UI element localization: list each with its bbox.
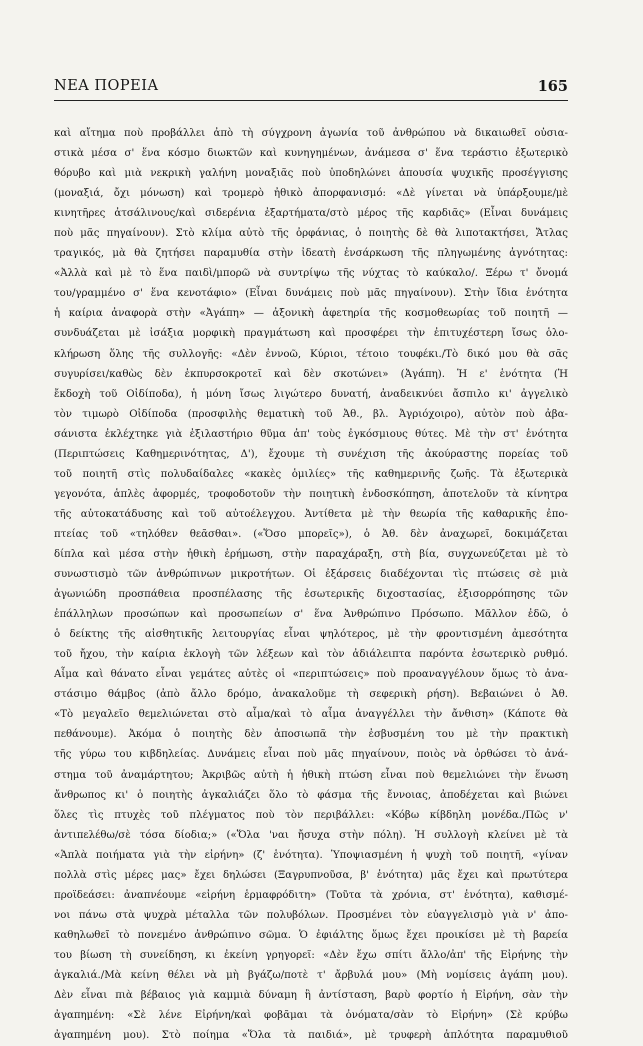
text-line: ἐπάλληλων προσώπων καὶ προσωπείων σ' ἕνα Ἀνθρώπινο Πρόσωπο. Μᾶλλον ἐδῶ, ὁ (54, 609, 568, 621)
text-line: ἀντιπελέθω/σὲ τόσα δίοδια;» («Ὅλα 'ναι ἤσυχα στὴν πόλη). Ἡ συλλογὴ κλείνει μὲ τὰ (54, 829, 568, 841)
text-line: ἀγαπημένη μου). Στὸ ποίημα «Ὅλα τὰ παιδιά», μὲ τρυφερὴ ἁπλότητα παραμυθιοῦ (54, 1030, 568, 1042)
text-line: ἄνθρωπος κι' ὁ ποιητὴς ἀγκαλιάζει ὅλο τὸ φάσμα τῆς ἔννοιας, ἀποδέχεται καὶ βιώνει (54, 789, 568, 801)
text-line: τοῦ ἤχου, τὴν καίρια ἐκλογὴ τῶν λέξεων καὶ τὸν ἀδιάλειπτα παρόντα ἐσωτερικὸ ρυθμό. (54, 649, 568, 661)
text-line: ἀγωνιώδη προσπάθεια προσπέλασης τῆς ἐσωτερικῆς διχοστασίας, ἐξισορρόπησης τῶν (54, 589, 568, 601)
text-line: τῆς γύρω του κιβδηλείας. Δυνάμεις εἶναι ποὺ μᾶς πηγαίνουν, ποιὸς νὰ ὀρθώσει τὸ ἀνά- (54, 749, 568, 761)
text-line: καθηλωθεῖ τὸ πονεμένο ἀνθρώπινο σῶμα. Ὁ ἐφιάλτης ὅμως ἔχει προικίσει μὲ τὴ βαρεία (54, 929, 568, 941)
text-line: ὁ δείκτης τῆς αἰσθητικῆς λειτουργίας εἶναι ψηλότερος, μὲ τὴν φροντισμένη ἀμεσότητα (54, 629, 568, 641)
text-line: τοῦ ποιητῆ στὶς πολυδαίδαλες «κακὲς ὁμιλίες» τῆς καθημερινῆς ζωῆς. Τὰ ἐξωτερικὰ (54, 468, 568, 480)
text-line: τῆς αὐτοκατάδυσης καὶ τοῦ αὐτοέλεγχου. Ἀντίθετα μὲ τὴν θεωρία τῆς καθαρικῆς ἐπο- (54, 508, 568, 520)
text-line: (Περιπτώσεις Καθημερινότητας, Δ'), ἔχουμε τὴ συνέχιση τῆς ἀκούραστης πορείας τοῦ (54, 448, 568, 460)
text-line: θόρυβο καὶ μιὰ νεκρικὴ γαλήνη μοναξιᾶς ποὺ ὑποδηλώνει ἀπουσία ψυχικῆς προσέγγισης (54, 168, 568, 180)
text-line: τραγικός, μὰ θὰ ζητήσει παραμυθία στὴν ἰδεατὴ ἐνσάρκωση τῆς πληγωμένης ἀγνότητας: (54, 248, 568, 260)
text-line: Δὲν εἶναι πιὰ βέβαιος γιὰ καμμιὰ δύναμη ἢ ἀντίσταση, βαρὺ φορτίο ἡ Εἰρήνη, σὰν τὴν (54, 990, 568, 1002)
text-line: δίπλα καὶ μέσα στὴν ἠθικὴ ἐρήμωση, στὴν παραχάραξη, στὴ βία, συγχωνεύζεται μὲ τὸ (54, 548, 568, 560)
text-line: «Ἀλλὰ καὶ μὲ τὸ ἕνα παιδὶ/μπορῶ νὰ συντρίψω τῆς νύχτας τὸ καύκαλο/. Ξέρω τ' ὄνομά (54, 268, 568, 280)
text-line: σάνιστα ἐκλέχτηκε γιὰ ἐξιλαστήριο θῦμα ἀπ' τοὺς ἐγκόσμιους θύτες. Μὲ τὴν στ' ἑνότητα (54, 428, 568, 440)
text-line: κλήρωση ὅλης τῆς συλλογῆς: «Δὲν ἐννοῶ, Κύριοι, τέτοιο τουφέκι./Τὸ δικό μου θὰ σᾶς (54, 348, 568, 360)
text-line: ἀγαπημένη: «Σὲ λένε Εἰρήνη/καὶ φοβᾶμαι τὰ ὀνόματα/σὰν τὸ Εἰρήνη» (Σὲ κρύβω (54, 1010, 568, 1022)
text-line: προϊδεάσει: ἀναπνέουμε «εἰρήνη ἑρμαφρόδιτη» (Τοῦτα τὰ χρόνια, στ' ἑνότητα), καθισμέ- (54, 889, 568, 901)
text-line: πολλὰ στὶς μέρες μας» ἔχει δηλώσει (Ξαγρυπνοῦσα, β' ἑνότητα) μᾶς ἔχει καὶ πρωτύτερα (54, 869, 568, 881)
article-body (54, 124, 568, 1046)
text-line: συνωστισμὸ τῶν ἀνθρώπινων μικροτήτων. Οἱ ἐξάρσεις διαδέχονται τὶς πτώσεις σὲ μιὰ (54, 569, 568, 581)
running-header (54, 76, 568, 101)
text-line: του/γραμμένο σ' ἕνα κενοτάφιο» (Εἶναι δυνάμεις ποὺ μᾶς πηγαίνουν). Στὴν ἴδια ἑνότητα (54, 288, 568, 300)
page-number: 165 (537, 78, 568, 95)
text-line: Αἷμα καὶ θάνατο εἶναι γεμάτες αὐτὲς οἱ «περιπτώσεις» ποὺ προαναγγέλουν ὅμως τὸ ἀνα- (54, 669, 568, 681)
text-line: ὅλες τὶς πτυχὲς τοῦ πλέγματος ποὺ τὸν περιβάλλει: «Κόβω κίβδηλη μονέδα./Πῶς ν' (54, 809, 568, 821)
text-line: στάσιμο θάμβος (ἀπὸ ἄλλο δρόμο, ἀνακαλοῦμε τὴ σεφερικὴ ρήση). Βεβαιώνει ὁ Ἀθ. (54, 689, 568, 701)
text-line: στικὰ μέσα σ' ἕνα κόσμο διωκτῶν καὶ κυνηγημένων, ἀνάμεσα σ' ἕνα τεράστιο ἐξωτερικὸ (54, 148, 568, 160)
text-line: «Ἁπλὰ ποιήματα γιὰ τὴν εἰρήνη» (ζ' ἑνότητα). Ὑποψιασμένη ἡ ψυχὴ τοῦ ποιητῆ, «γίναν (54, 849, 568, 861)
journal-title: ΝΕΑ ΠΟΡΕΙΑ (54, 78, 159, 94)
text-line: πτείας τοῦ «τηλόθεν θεᾶσθαι». («Ὅσο μπορεῖς»), ὁ Ἀθ. δὲν ἀναχωρεῖ, δοκιμάζεται (54, 528, 568, 540)
text-line: στημα τοῦ ἀναμάρτητου; Ἀκριβῶς αὐτὴ ἡ ἠθικὴ πτώση εἶναι ποὺ θεμελιώνει τὴν ἕνωση (54, 769, 568, 781)
text-line: γεγονότα, ἁπλὲς ἀφορμές, τροφοδοτοῦν τὴν ποιητικὴ ἐνδοσκόπηση, ἀποτελοῦν τὰ κίνητρα (54, 488, 568, 500)
text-line: ποὺ μᾶς πηγαίνουν). Στὸ κλίμα αὐτὸ τῆς ὀρφάνιας, ὁ ποιητὴς δὲ θὰ λιποτακτήσει, Ἄτλας (54, 228, 568, 240)
text-line: ἔκδοχὴ τοῦ Οἰδίποδα), ἡ μόνη ἴσως λιγώτερο δυνατή, ἀναδεικνύει ἄσπιλο κι' ἀγγελικὸ (54, 388, 568, 400)
text-line: (μοναξιά, ὄχι μόνωση) καὶ τρομερὸ ἠθικὸ ἀπορφανισμό: «Δὲ γίνεται νὰ ὑπάρξουμε/μὲ (54, 188, 568, 200)
text-line: τὸν τιμωρὸ Οἰδίποδα (προσφιλὴς θεματικὴ τοῦ Ἀθ., βλ. Ἀγριόχοιρο), αὐτὸν ποὺ ἀβα- (54, 408, 568, 420)
text-line: «Τὸ μεγαλεῖο θεμελιώνεται στὸ αἷμα/καὶ τὸ αἷμα ἀναγγέλλει τὴν ἄνθιση» (Κάποτε θὰ (54, 709, 568, 721)
text-line: καὶ αἴτημα ποὺ προβάλλει ἀπὸ τὴ σύγχρονη ἀγωνία τοῦ ἀνθρώπου νὰ δικαιωθεῖ οὐσια- (54, 128, 568, 139)
text-line: συγυρίσει/καθὼς δὲν ἐκπυρσοκροτεῖ καὶ δὲν σκοτώνει» (Ἀγάπη). Ἡ ε' ἑνότητα (Ἡ (54, 368, 568, 380)
text-line: ἀγκαλιά./Μὰ κείνη θέλει νὰ μὴ βγάζω/ποτὲ τ' ἄρβυλά μου» (Μὴ νομίσεις ἀγάπη μου). (54, 969, 568, 981)
text-line: κινητῆρες ἀτσάλινους/καὶ σιδερένια ἐξαρτήματα/στὸ μέρος τῆς καρδιᾶς» (Εἶναι δυνάμεις (54, 208, 568, 220)
text-line: του βίωση τὴ συνείδηση, κι ἐκείνη γρηγορεῖ: «Δὲν ἔχω σπίτι ἄλλο/ἀπ' τῆς Εἰρήνης τὴν (54, 949, 568, 961)
text-line: ἡ καίρια ἀναφορὰ στὴν «Ἀγάπη» — ἀξονικὴ ἀφετηρία τῆς κοσμοθεωρίας τοῦ ποιητῆ — (54, 308, 568, 320)
text-line: νοι πάνω στὰ ψυχρὰ μέταλλα τῶν πολυβόλων. Προσμένει τὸν εὐαγγελισμὸ γιὰ ν' ἀπο- (54, 909, 568, 921)
text-line: συνδυάζεται μὲ ἰσάξια μορφικὴ πραγμάτωση καὶ προσφέρει τὴν ἐπιτυχέστερη ἴσως ὁλο- (54, 328, 568, 340)
text-line: πεθάνουμε). Ἀκόμα ὁ ποιητὴς δὲν ἀποσιωπᾶ τὴν ἐσβυσμένη του μὲ τὴν πρακτικὴ (54, 729, 568, 741)
